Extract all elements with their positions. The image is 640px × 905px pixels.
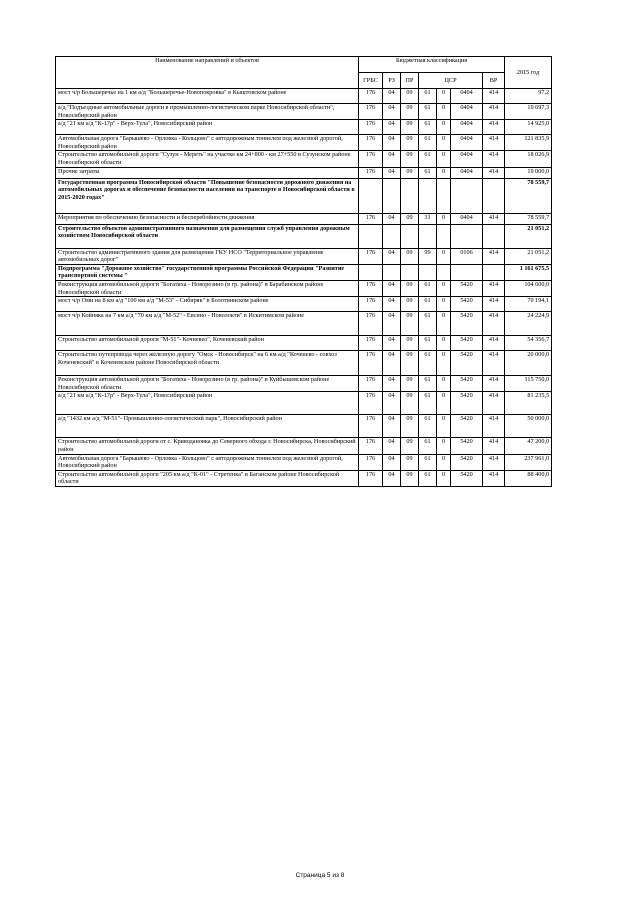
row-amount: 121 835,9	[505, 135, 552, 151]
row-pr: 09	[401, 135, 419, 151]
row-csr-direction: 5420	[451, 312, 483, 336]
row-vr: 414	[483, 297, 505, 312]
row-grbs	[359, 178, 383, 213]
row-csr-subprogram	[437, 178, 451, 213]
row-csr-direction: 5420	[451, 415, 483, 438]
table-row	[56, 297, 552, 312]
row-name: Автомобильная дорога "Барышево - Орловка - Кольцово" с автодорожным тоннелем под железной дорогой, Новосибирский район	[56, 454, 359, 470]
row-csr-direction: 5420	[451, 454, 483, 470]
row-rz	[383, 178, 401, 213]
row-vr: 414	[483, 167, 505, 178]
row-amount: 21 051,2	[505, 224, 552, 248]
row-rz	[383, 264, 401, 280]
row-rz: 04	[383, 454, 401, 470]
row-grbs	[359, 264, 383, 280]
row-name: Строительство объектов административного назначения для размещения служб управления дорожным хозяйством Новосибирской области	[56, 224, 359, 248]
row-pr: 09	[401, 104, 419, 120]
row-csr-program: 61	[419, 351, 437, 376]
table-body	[56, 89, 552, 487]
table-row	[56, 336, 552, 351]
row-vr: 414	[483, 438, 505, 454]
row-csr-program: 61	[419, 376, 437, 392]
row-pr: 09	[401, 151, 419, 167]
row-csr-program: 61	[419, 280, 437, 296]
row-rz: 04	[383, 415, 401, 438]
row-vr: 414	[483, 392, 505, 415]
row-csr-direction: 5420	[451, 297, 483, 312]
row-name: мост ч/р Койняка на 7 км а/д "70 км а/д "М-52" - Евсино - Новолокти" в Искитимском районе	[56, 312, 359, 336]
row-csr-program: 61	[419, 89, 437, 104]
row-name: а/д "21 км а/д "К-17р" - Верх-Тула", Новосибирский район	[56, 392, 359, 415]
row-pr: 09	[401, 336, 419, 351]
row-amount: 19 697,3	[505, 104, 552, 120]
row-rz: 04	[383, 167, 401, 178]
row-pr: 09	[401, 438, 419, 454]
row-rz: 04	[383, 438, 401, 454]
row-amount: 47 200,0	[505, 438, 552, 454]
row-csr-direction: 0404	[451, 89, 483, 104]
row-csr-program: 61	[419, 297, 437, 312]
row-pr: 09	[401, 213, 419, 224]
row-csr-direction: 0404	[451, 167, 483, 178]
row-grbs: 176	[359, 312, 383, 336]
row-csr-program: 61	[419, 454, 437, 470]
row-grbs: 176	[359, 213, 383, 224]
table-row	[56, 415, 552, 438]
row-amount: 18 026,9	[505, 151, 552, 167]
row-csr-direction: 5420	[451, 351, 483, 376]
row-name: Мероприятия по обеспечению безопасности и бесперебойности движения	[56, 213, 359, 224]
table-row	[56, 351, 552, 376]
row-name: а/д "Подъездные автомобильные дороги в промышленно-логистическом парке Новосибирской области", Новосибирский район	[56, 104, 359, 120]
row-csr-subprogram: 0	[437, 392, 451, 415]
row-grbs: 176	[359, 392, 383, 415]
row-csr-direction: 0404	[451, 135, 483, 151]
row-csr-program: 61	[419, 392, 437, 415]
row-csr-direction	[451, 264, 483, 280]
row-csr-program: 61	[419, 120, 437, 135]
row-vr: 414	[483, 89, 505, 104]
row-csr-direction: 5420	[451, 470, 483, 486]
row-csr-program: 61	[419, 167, 437, 178]
row-pr: 09	[401, 120, 419, 135]
row-name: Государственная программа Новосибирской области "Повышение безопасности дорожного движения на автомобильных дорогах и обеспечение безопасности населения на транспорте в Новосибирской области в 2015-2020 годах"	[56, 178, 359, 213]
row-csr-direction: 5420	[451, 392, 483, 415]
row-grbs: 176	[359, 151, 383, 167]
row-csr-program: 61	[419, 135, 437, 151]
row-grbs: 176	[359, 297, 383, 312]
row-csr-direction: 0404	[451, 151, 483, 167]
row-vr: 414	[483, 280, 505, 296]
row-grbs: 176	[359, 280, 383, 296]
row-rz: 04	[383, 89, 401, 104]
row-csr-subprogram: 0	[437, 135, 451, 151]
row-vr	[483, 264, 505, 280]
row-grbs: 176	[359, 120, 383, 135]
row-name: Строительство автомобильной дороги "Сузун - Мереть" на участке км 24+800 - км 27+550 в Сузунском районе Новосибирской области	[56, 151, 359, 167]
row-grbs: 176	[359, 351, 383, 376]
page-footer: Страница 5 из 8	[295, 872, 345, 879]
row-rz: 04	[383, 392, 401, 415]
row-amount: 97,2	[505, 89, 552, 104]
row-amount: 237 961,0	[505, 454, 552, 470]
row-name: Строительство автомобильной дороги "М-51"- Кочневео", Коченевский район	[56, 336, 359, 351]
row-name: Строительство автомобильной дороги от с. Криводановка до Северного обхода г. Новосибирска, Новосибирский район	[56, 438, 359, 454]
table-row	[56, 178, 552, 213]
row-pr: 09	[401, 454, 419, 470]
row-pr: 09	[401, 415, 419, 438]
row-grbs	[359, 224, 383, 248]
row-name: а/д "1432 км а/д "М-51"- Промышленно-логистический парк", Новосибирский район	[56, 415, 359, 438]
row-grbs: 176	[359, 89, 383, 104]
row-csr-program: 99	[419, 248, 437, 264]
table-row	[56, 280, 552, 296]
row-amount: 19 000,0	[505, 167, 552, 178]
row-csr-direction: 0404	[451, 213, 483, 224]
row-pr: 09	[401, 351, 419, 376]
row-csr-subprogram: 0	[437, 470, 451, 486]
row-csr-subprogram: 0	[437, 454, 451, 470]
header-pr: ПР	[401, 73, 419, 89]
row-grbs: 176	[359, 135, 383, 151]
row-csr-direction	[451, 224, 483, 248]
header-csr: ЦСР	[419, 73, 483, 89]
table-row	[56, 135, 552, 151]
row-amount: 81 235,5	[505, 392, 552, 415]
row-csr-subprogram: 0	[437, 438, 451, 454]
row-name: Строительство автомобильной дороги "205 км а/д "К-01" - Стретенка" в Баганском районе Новосибирской области	[56, 470, 359, 486]
row-amount: 115 750,0	[505, 376, 552, 392]
row-grbs: 176	[359, 376, 383, 392]
row-name: Реконструкция автомобильной дороги "Богатиха - Новорозино (в гр. района)" в Куйбышевском районе Новосибирской области	[56, 376, 359, 392]
row-vr: 414	[483, 351, 505, 376]
row-csr-subprogram	[437, 264, 451, 280]
table-row	[56, 248, 552, 264]
row-vr: 414	[483, 135, 505, 151]
row-csr-program	[419, 224, 437, 248]
row-amount: 88 400,0	[505, 470, 552, 486]
table-row	[56, 213, 552, 224]
row-name: Строительство путепровода через железную дорогу "Омск - Новосибирск" на 6 км а/д "Коченево - совхоз Коченевский" в Коченевском районе Новосибирской области	[56, 351, 359, 376]
row-csr-subprogram: 0	[437, 248, 451, 264]
table-row	[56, 392, 552, 415]
budget-table	[55, 56, 552, 487]
row-csr-direction: 5420	[451, 376, 483, 392]
row-vr: 414	[483, 151, 505, 167]
row-csr-program: 61	[419, 470, 437, 486]
row-csr-subprogram: 0	[437, 213, 451, 224]
row-amount: 78 559,7	[505, 213, 552, 224]
row-pr: 09	[401, 297, 419, 312]
row-csr-subprogram: 0	[437, 104, 451, 120]
table-row	[56, 438, 552, 454]
row-pr: 09	[401, 167, 419, 178]
table-row	[56, 376, 552, 392]
row-csr-subprogram: 0	[437, 297, 451, 312]
row-name: Реконструкция автомобильной дороги "Богатиха - Новорозино (в гр. района)" в Барабинском районе Новосибирской области	[56, 280, 359, 296]
row-csr-program: 31	[419, 213, 437, 224]
table-row	[56, 104, 552, 120]
row-amount: 78 559,7	[505, 178, 552, 213]
row-amount: 54 356,7	[505, 336, 552, 351]
row-name: а/д "21 км а/д "К-17р" - Верх-Тула", Новосибирский район	[56, 120, 359, 135]
row-csr-subprogram: 0	[437, 351, 451, 376]
row-rz: 04	[383, 312, 401, 336]
row-vr: 414	[483, 376, 505, 392]
table-row	[56, 89, 552, 104]
header-rz: РЗ	[383, 73, 401, 89]
row-csr-program	[419, 264, 437, 280]
row-csr-program: 61	[419, 415, 437, 438]
row-pr	[401, 264, 419, 280]
row-rz: 04	[383, 135, 401, 151]
row-csr-program	[419, 178, 437, 213]
row-csr-program: 61	[419, 312, 437, 336]
row-rz: 04	[383, 280, 401, 296]
row-pr	[401, 224, 419, 248]
row-grbs: 176	[359, 104, 383, 120]
row-csr-subprogram: 0	[437, 280, 451, 296]
row-rz: 04	[383, 248, 401, 264]
header-name: Наименование направлений и объектов	[56, 57, 359, 89]
row-csr-direction: 5420	[451, 438, 483, 454]
row-csr-subprogram: 0	[437, 312, 451, 336]
row-vr: 414	[483, 104, 505, 120]
table-row	[56, 454, 552, 470]
row-rz: 04	[383, 351, 401, 376]
header-grbs: ГРБС	[359, 73, 383, 89]
row-pr: 09	[401, 470, 419, 486]
row-csr-subprogram: 0	[437, 415, 451, 438]
row-csr-subprogram: 0	[437, 120, 451, 135]
row-amount: 24 224,9	[505, 312, 552, 336]
row-csr-subprogram: 0	[437, 336, 451, 351]
row-csr-subprogram: 0	[437, 151, 451, 167]
row-grbs: 176	[359, 438, 383, 454]
row-vr: 414	[483, 336, 505, 351]
table-row	[56, 312, 552, 336]
row-grbs: 176	[359, 454, 383, 470]
row-amount: 70 194,1	[505, 297, 552, 312]
row-csr-direction: 5420	[451, 336, 483, 351]
table-row	[56, 470, 552, 486]
row-csr-program: 61	[419, 336, 437, 351]
row-pr: 09	[401, 280, 419, 296]
row-rz: 04	[383, 376, 401, 392]
row-vr: 414	[483, 312, 505, 336]
row-rz	[383, 224, 401, 248]
row-name: Автомобильная дорога "Барышево - Орловка - Кольцово" с автодорожным тоннелем под железной дорогой, Новосибирский район	[56, 135, 359, 151]
row-rz: 04	[383, 104, 401, 120]
row-rz: 04	[383, 297, 401, 312]
row-rz: 04	[383, 336, 401, 351]
row-csr-program: 61	[419, 438, 437, 454]
row-vr	[483, 224, 505, 248]
header-budget-classification: Бюджетная классификация	[359, 57, 505, 73]
row-csr-subprogram	[437, 224, 451, 248]
row-grbs: 176	[359, 336, 383, 351]
table-row	[56, 224, 552, 248]
row-csr-direction: 0106	[451, 248, 483, 264]
row-pr: 09	[401, 312, 419, 336]
row-amount: 21 051,2	[505, 248, 552, 264]
row-amount: 20 000,0	[505, 351, 552, 376]
row-pr: 09	[401, 89, 419, 104]
header-vr: ВР	[483, 73, 505, 89]
row-csr-direction: 5420	[451, 280, 483, 296]
row-name: Подпрограмма "Дорожное хозяйство" государственной программы Российской Федерации "Развитие транспортной системы "	[56, 264, 359, 280]
row-vr	[483, 178, 505, 213]
row-pr: 09	[401, 392, 419, 415]
row-pr: 09	[401, 248, 419, 264]
row-rz: 04	[383, 213, 401, 224]
row-name: Строительство административного здания для размещения ГКУ НСО "Территориальное управление автомобильных дорог"	[56, 248, 359, 264]
row-name: мост ч/р Большеречье на 1 км а/д "Большеречье-Новопокровка" в Кыштовском районе	[56, 89, 359, 104]
row-vr: 414	[483, 248, 505, 264]
row-vr: 414	[483, 415, 505, 438]
row-name: мост ч/р Оми на 8 км а/д "100 км а/д "М-53" - Сибиряк" в Болотнинском районе	[56, 297, 359, 312]
row-vr: 414	[483, 120, 505, 135]
row-csr-direction: 0404	[451, 104, 483, 120]
row-name: Прочие затраты	[56, 167, 359, 178]
row-csr-program: 61	[419, 104, 437, 120]
row-rz: 04	[383, 120, 401, 135]
row-vr: 414	[483, 454, 505, 470]
header-year: 2015 год	[505, 57, 552, 89]
table-row	[56, 151, 552, 167]
row-csr-direction: 0404	[451, 120, 483, 135]
row-pr	[401, 178, 419, 213]
table-row	[56, 264, 552, 280]
row-csr-subprogram: 0	[437, 89, 451, 104]
row-amount: 50 000,0	[505, 415, 552, 438]
row-csr-subprogram: 0	[437, 167, 451, 178]
row-amount: 14 925,0	[505, 120, 552, 135]
row-grbs: 176	[359, 470, 383, 486]
table-row	[56, 120, 552, 135]
row-grbs: 176	[359, 167, 383, 178]
row-rz: 04	[383, 151, 401, 167]
row-csr-subprogram: 0	[437, 376, 451, 392]
table-row	[56, 167, 552, 178]
row-amount: 1 161 675,5	[505, 264, 552, 280]
row-grbs: 176	[359, 415, 383, 438]
row-rz: 04	[383, 470, 401, 486]
row-csr-program: 61	[419, 151, 437, 167]
row-vr: 414	[483, 470, 505, 486]
row-amount: 104 600,0	[505, 280, 552, 296]
row-pr: 09	[401, 376, 419, 392]
row-csr-direction	[451, 178, 483, 213]
row-grbs: 176	[359, 248, 383, 264]
row-vr: 414	[483, 213, 505, 224]
